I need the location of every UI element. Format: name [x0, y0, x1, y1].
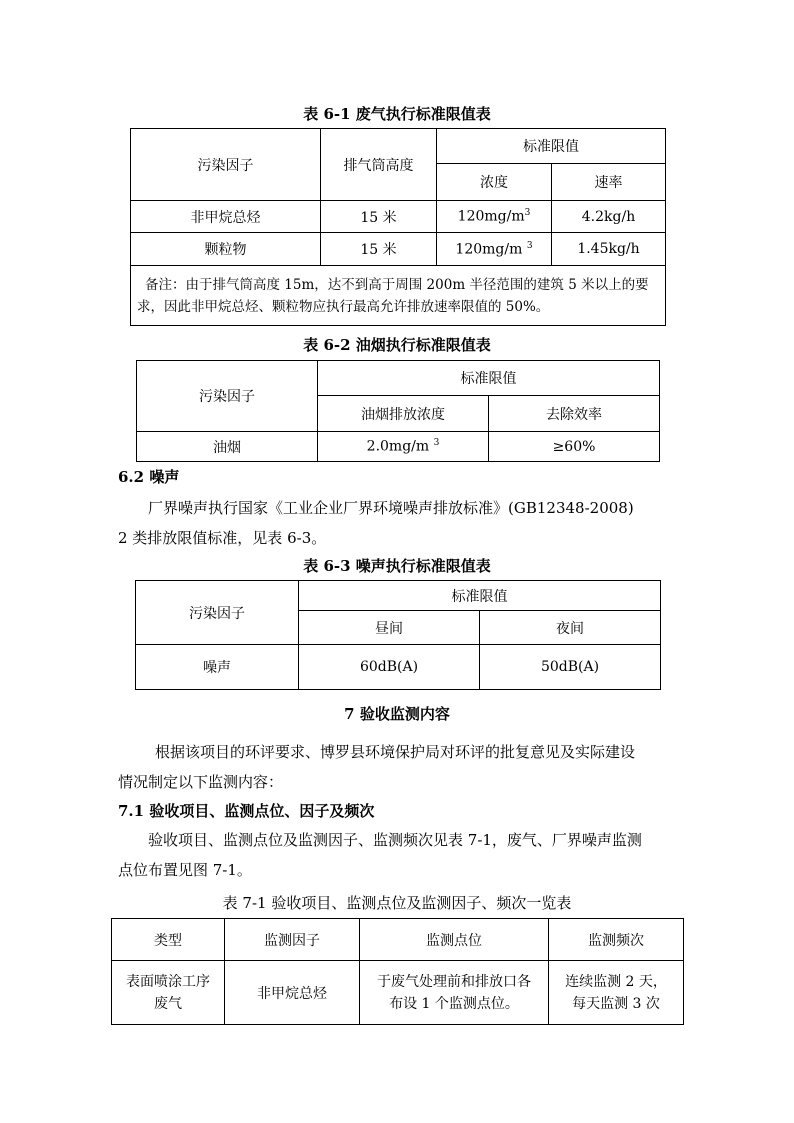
cell-height: 15 米 [321, 201, 437, 233]
table-6-2 [136, 360, 660, 462]
table-6-3 [135, 580, 661, 690]
cell-concentration: $120mg/m^3$ [437, 201, 552, 233]
header-daytime: 昼间 [299, 611, 480, 645]
cell-night-limit: 50dB(A) [480, 645, 661, 690]
paragraph-line: 情况制定以下监测内容： [118, 773, 284, 791]
paragraph-line: 点位布置见图 7-1。 [118, 861, 252, 879]
header-rate: 速率 [552, 164, 666, 201]
table-row [136, 645, 661, 690]
cell-factor: 油烟 [137, 432, 318, 462]
header-standard-limit: 标准限值 [437, 129, 666, 164]
table-row [131, 201, 666, 233]
cell-day-limit: 60dB(A) [299, 645, 480, 690]
section-6-2-heading: 6.2 噪声 [118, 468, 180, 486]
table-note: 备注：由于排气筒高度 15m，达不到高于周围 200m 半径范围的建筑 5 米以上的要 求，因此非甲烷总烃、颗粒物应执行最高允许排放速率限值的 50%。 [131, 266, 666, 326]
cell-factor: 非甲烷总烃 [131, 201, 321, 233]
cell-point: 于废气处理前和排放口各 布设 1 个监测点位。 [360, 961, 549, 1025]
table-row [112, 961, 684, 1025]
table-row [137, 432, 660, 462]
cell-factor: 噪声 [136, 645, 299, 690]
table-7-1-caption: 表 7-1 验收项目、监测点位及监测因子、频次一览表 [222, 894, 572, 912]
table-row [131, 233, 666, 266]
cell-concentration: 120mg/m $^3$ [437, 233, 552, 266]
cell-frequency: 连续监测 2 天， 每天监测 3 次 [549, 961, 684, 1025]
header-oil-fume-concentration: 油烟排放浓度 [318, 396, 489, 432]
cell-factor: 非甲烷总烃 [225, 961, 360, 1025]
paragraph-line: 2 类排放限值标准，见表 6-3。 [118, 529, 327, 547]
cell-height: 15 米 [321, 233, 437, 266]
table-6-2-caption: 表 6-2 油烟执行标准限值表 [303, 336, 491, 354]
header-monitoring-point: 监测点位 [360, 919, 549, 961]
header-monitoring-frequency: 监测频次 [549, 919, 684, 961]
header-concentration: 浓度 [437, 164, 552, 201]
paragraph-line: 根据该项目的环评要求、博罗县环境保护局对环评的批复意见及实际建设 [155, 743, 636, 761]
table-6-1 [130, 128, 666, 326]
cell-efficiency: ≥60% [489, 432, 660, 462]
header-standard-limit: 标准限值 [299, 581, 661, 611]
paragraph-line: 厂界噪声执行国家《工业企业厂界环境噪声排放标准》(GB12348-2008) [148, 499, 634, 517]
header-removal-efficiency: 去除效率 [489, 396, 660, 432]
header-nighttime: 夜间 [480, 611, 661, 645]
cell-type: 表面喷涂工序 废气 [112, 961, 225, 1025]
paragraph-line: 验收项目、监测点位及监测因子、监测频次见表 7-1，废气、厂界噪声监测 [148, 831, 642, 849]
header-monitoring-factor: 监测因子 [225, 919, 360, 961]
section-7-heading: 7 验收监测内容 [344, 705, 450, 723]
header-standard-limit: 标准限值 [318, 361, 660, 396]
table-6-1-caption: 表 6-1 废气执行标准限值表 [303, 105, 491, 123]
cell-rate: 1.45kg/h [552, 233, 666, 266]
header-type: 类型 [112, 919, 225, 961]
header-pollution-factor: 污染因子 [136, 581, 299, 645]
cell-factor: 颗粒物 [131, 233, 321, 266]
table-6-3-caption: 表 6-3 噪声执行标准限值表 [303, 557, 491, 575]
header-pollution-factor: 污染因子 [131, 129, 321, 201]
header-pollution-factor: 污染因子 [137, 361, 318, 432]
section-7-1-heading: 7.1 验收项目、监测点位、因子及频次 [118, 802, 375, 820]
cell-concentration: 2.0mg/m $^3$ [318, 432, 489, 462]
table-7-1 [111, 918, 684, 1025]
cell-rate: 4.2kg/h [552, 201, 666, 233]
header-stack-height: 排气筒高度 [321, 129, 437, 201]
